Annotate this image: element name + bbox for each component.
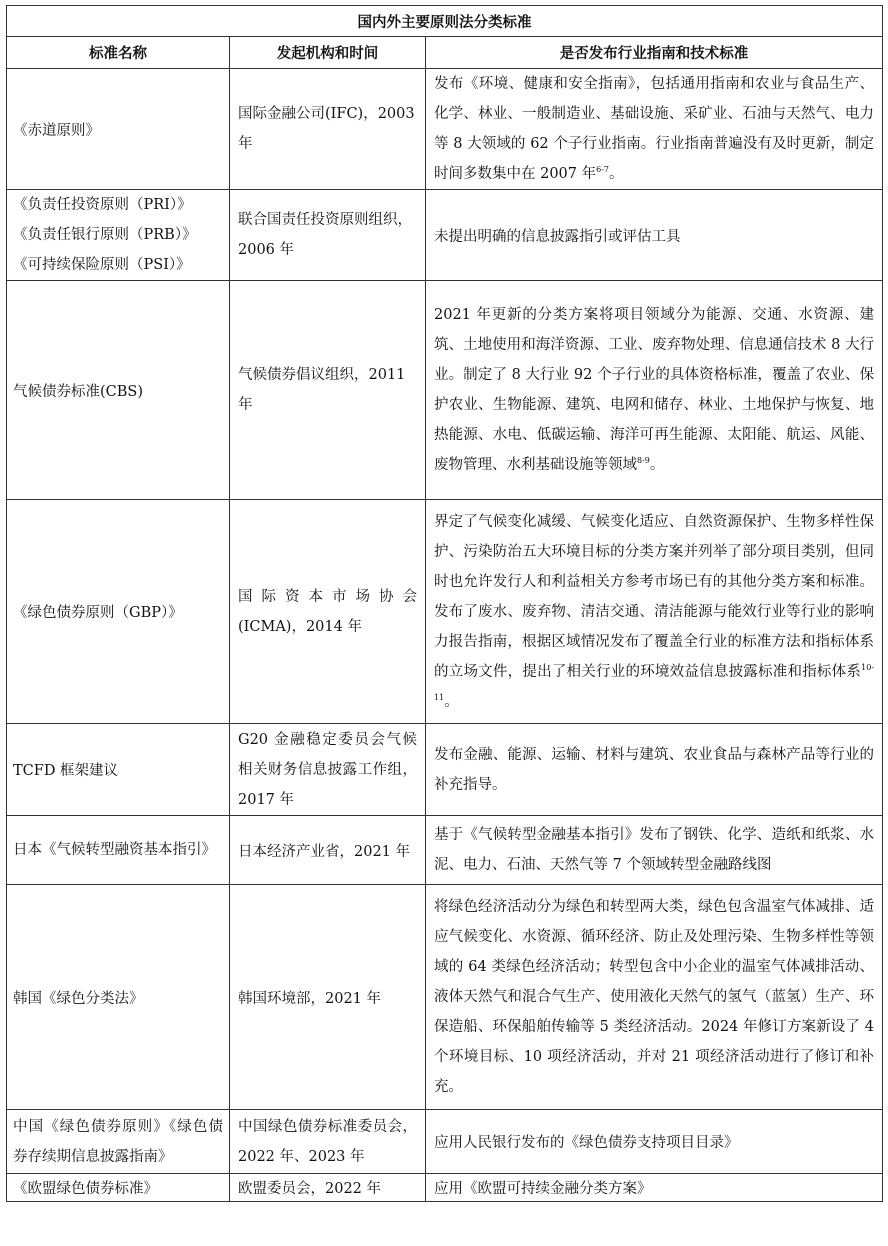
table-row [7, 69, 883, 190]
table-row [7, 1110, 883, 1174]
table-row [7, 1174, 883, 1202]
cell-standard-name [7, 190, 230, 281]
cell-description: 基于《气候转型金融基本指引》发布了钢铁、化学、造纸和纸浆、水泥、电力、石油、天然气等 7 个领域转型金融路线图 [426, 816, 883, 885]
header-guidelines: 是否发布行业指南和技术标准 [426, 37, 883, 69]
header-standard-name: 标准名称 [7, 37, 230, 69]
cell-standard-name: TCFD 框架建议 [7, 724, 230, 816]
description-text: 界定了气候变化减缓、气候变化适应、自然资源保护、生物多样性保护、污染防治五大环境目标的分类方案并列举了部分项目类别，但同时也允许发行人和利益相关方参考市场已有的其他分类方案和标准。发布了废水、废弃物、清洁交通、清洁能源与能效行业等行业的影响力报告指南，根据区域情况发布了覆盖全行业的标准方法和指标体系的立场文件，提出了相关行业的环境效益信息披露标准和指标体系 [434, 513, 875, 680]
cell-standard-name: 《绿色债券原则（GBP）》 [7, 500, 230, 724]
table-row [7, 724, 883, 816]
cell-standard-name: 韩国《绿色分类法》 [7, 885, 230, 1110]
cell-organization: 联合国责任投资原则组织，2006 年 [230, 190, 426, 281]
table-row [7, 816, 883, 885]
table-row [7, 190, 883, 281]
table-title: 国内外主要原则法分类标准 [7, 6, 883, 37]
cell-description [426, 69, 883, 190]
cell-description [426, 281, 883, 500]
cell-organization: G20 金融稳定委员会气候相关财务信息披露工作组，2017 年 [230, 724, 426, 816]
table-row [7, 885, 883, 1110]
table-row [7, 500, 883, 724]
cell-description: 将绿色经济活动分为绿色和转型两大类，绿色包含温室气体减排、适应气候变化、水资源、循环经济、防止及处理污染、生物多样性等领域的 64 类绿色经济活动；转型包含中小企业的温室气体减排活动、液体天然气和混合气生产、使用液化天然气的氢气（蓝氢）生产、环保造船、环保船舶传输等 5 类经济活动。2024 年修订方案新设了 4 个环境目标、10 项经济活动，并对 21 项经济活动进行了修订和补充。 [426, 885, 883, 1110]
cell-organization: 欧盟委员会，2022 年 [230, 1174, 426, 1202]
standard-name-line: 《负责任投资原则（PRI）》 [13, 197, 192, 213]
cell-standard-name: 《赤道原则》 [7, 69, 230, 190]
standards-table-container [6, 5, 882, 1202]
description-text: 2021 年更新的分类方案将项目领域分为能源、交通、水资源、建筑、土地使用和海洋资源、工业、废弃物处理、信息通信技术 8 大行业。制定了 8 大行业 92 个子行业的具体资格标准，覆盖了农业、保护农业、生物能源、建筑、电网和储存、林业、土地保护与恢复、地热能源、水电、低碳运输、海洋可再生能源、太阳能、航运、风能、废物管理、水利基础设施等领域 [434, 307, 875, 473]
cell-organization: 韩国环境部，2021 年 [230, 885, 426, 1110]
cell-organization: 气候债券倡议组织，2011年 [230, 281, 426, 500]
cell-description: 应用人民银行发布的《绿色债券支持项目目录》 [426, 1110, 883, 1174]
cell-standard-name: 《欧盟绿色债券标准》 [7, 1174, 230, 1202]
cell-organization: 国际金融公司(IFC)，2003年 [230, 69, 426, 190]
description-end: 。 [444, 693, 459, 710]
description-text: 发布《环境、健康和安全指南》，包括通用指南和农业与食品生产、化学、林业、一般制造业、基础设施、采矿业、石油与天然气、电力等 8 大领域的 62 个子行业指南。行业指南普遍没有及时更新，制定时间多数集中在 2007 年 [434, 76, 875, 182]
cell-description [426, 500, 883, 724]
cell-standard-name: 中国《绿色债券原则》《绿色债券存续期信息披露指南》 [7, 1110, 230, 1174]
cell-organization: 日本经济产业省，2021 年 [230, 816, 426, 885]
cell-description: 未提出明确的信息披露指引或评估工具 [426, 190, 883, 281]
table-title-row [7, 6, 883, 37]
header-organization-time: 发起机构和时间 [230, 37, 426, 69]
cell-description: 发布金融、能源、运输、材料与建筑、农业食品与森林产品等行业的补充指导。 [426, 724, 883, 816]
cell-standard-name: 气候债券标准(CBS) [7, 281, 230, 500]
table-header-row [7, 37, 883, 69]
description-end: 。 [649, 457, 665, 473]
standard-name-line: 《负责任银行原则（PRB）》 [13, 227, 197, 243]
table-row [7, 281, 883, 500]
cell-description: 应用《欧盟可持续金融分类方案》 [426, 1174, 883, 1202]
cell-standard-name: 日本《气候转型融资基本指引》 [7, 816, 230, 885]
reference-superscript: 6-7 [596, 165, 610, 175]
description-end: 。 [609, 166, 624, 182]
cell-organization: 中国绿色债券标准委员会，2022 年、2023 年 [230, 1110, 426, 1174]
reference-superscript: 10-11 [434, 662, 875, 702]
standard-name-line: 《可持续保险原则（PSI）》 [13, 257, 191, 273]
cell-organization: 国际资本市场协会(ICMA)，2014 年 [230, 500, 426, 724]
reference-superscript: 8-9 [637, 456, 650, 466]
standards-table [6, 5, 883, 1202]
